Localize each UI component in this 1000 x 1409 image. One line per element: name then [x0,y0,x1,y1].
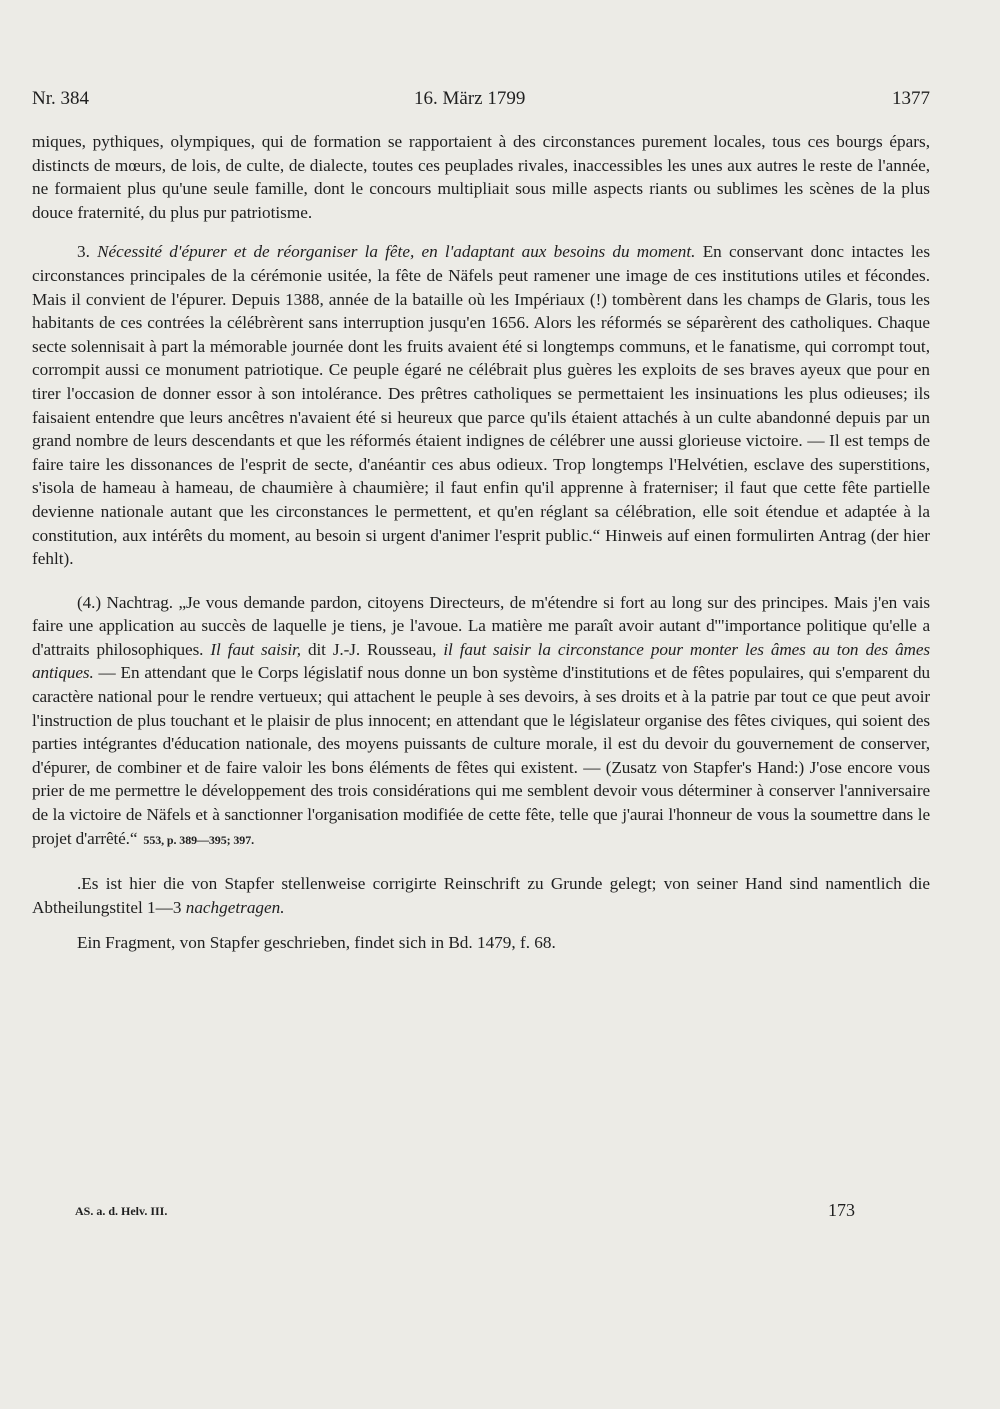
section-text: En conservant donc intactes les circonstances principales de la cérémonie usitée, la fête de Näfels peut ramener une image de ces institutions utiles et fécondes. Mais il convient de l'épurer. Depuis 1388, année de la bataille où les Impériaux (!) tombèrent dans les champs de Glaris, tous les habitants de ces contrées la célébrèrent sans interruption jusqu'en 1656. Alors les réformés se séparèrent des catholiques. Chaque secte solennisait à part la mémorable journée dont les fruits avaient été si longtemps communs, et le fanatisme, qui corrompt tout, corrompit aussi ce monument patriotique. Ce peuple égaré ne célébrait plus guères les exploits de ses braves ayeux que pour en tirer l'occasion de donner essor à son intolérance. Des prêtres catholiques se permettaient les insinuations les plus odieuses; ils faisaient entendre que leurs ancêtres n'avaient été si heureux que parce qu'ils étaient attachés à un culte abandonné depuis par un grand nombre de leurs descendants et que les réformés étaient indignes de célébrer une aussi glorieuse victoire. — Il est temps de faire taire les dissonances de l'esprit de secte, d'anéantir ces abus odieux. Trop longtemps l'Helvétien, esclave des superstitions, s'isola de hameau à hameau, de chaumière à chaumière; il faut enfin qu'il apprenne à fraterniser; il faut que cette fête partielle devienne nationale autant que les circonstances le permettent, et qu'en réglant sa célébration, elle soit étendue et adaptée à la constitution, aux intérêts du moment, au besoin si urgent d'animer l'esprit public.“ [32,242,931,545]
section-title: Nécessité d'épurer et de réorganiser la fête, en l'adaptant aux besoins du moment. [97,242,696,262]
paragraph-editorial-note [32,872,930,919]
source-reference: 553, p. 389—395; 397. [143,832,254,847]
document-date: 16. März 1799 [414,88,526,109]
editorial-note-italic: nachgetragen. [185,897,285,917]
rousseau-quote-2: il faut saisir la circonstance pour monter les âmes au ton des âmes antiques. [32,639,930,683]
body-text [32,130,930,955]
page-number-top: 1377 [892,88,930,109]
paragraph-section-3 [32,240,930,570]
editorial-note-text: .Es ist hier die von Stapfer stellenweise corrigirte Reinschrift zu Grunde gelegt; von seiner Hand sind namentlich die Abtheilungstitel 1—3 [32,874,930,917]
nachtrag-text: — En attendant que le Corps législatif nous donne un bon système d'institutions et de fêtes populaires, qui s'emparent du caractère national pour le rendre vertueux; qui attachent le peuple à ses devoirs, à ses droits et à la patrie par tout ce que peut avoir l'instruction de plus touchant et le plaisir de plus innocent; en attendant que le législateur organise des fêtes civiques, qui soient des parties intégrantes d'éducation nationale, des moyens puissants de culture morale, il est du devoir du gouvernement de conserver, d'épurer, de combiner et de faire valoir les bons éléments de fêtes qui existent. — (Zusatz von Stapfer's Hand:) J'ose encore vous prier de me permettre le développement des trois considérations qui me semblent devoir vous déterminer à conserver l'anniversaire de la victoire de Näfels et à sanctionner l'organisation modifiée de cette fête, telle que j'aurai l'honneur de vous la soumettre dans le projet d'arrêté.“ [32,663,930,848]
rousseau-attribution: dit J.-J. Rousseau, [307,639,437,659]
running-header [32,88,930,116]
paragraph-continuation: miques, pythiques, olympiques, qui de formation se rapportaient à des circonstances purement locales, tous ces bourgs épars, distincts de mœurs, de lois, de culte, de dialecte, toutes ces peuplades rivales, inaccessibles les unes aux autres le reste de l'année, ne formaient plus qu'une seule famille, dont le concours multipliait sous mille aspects riants ou sublimes les scènes de la plus douce fraternité, du plus pur patriotisme. [32,132,930,222]
paragraph-fragment-note: Ein Fragment, von Stapfer geschrieben, findet sich in Bd. 1479, f. 68. [77,933,556,953]
paragraph-nachtrag [32,591,930,853]
section-number: 3. [77,242,90,262]
nachtrag-lead: (4.) Nachtrag. „Je vous demande pardon, citoyens Directeurs, de m'étendre si fort au long sur des principes. Mais j'en vais faire une application au succès de laquelle je tiens, je l'avoue. La matière me paraît avoir autant d'"importance politique qu'elle a d'attraits philosophiques. [32,592,930,659]
page-footer [75,1200,855,1224]
document-number: Nr. 384 [32,88,89,109]
signature-mark: AS. a. d. Helv. III. [75,1204,168,1218]
page-number-bottom: 173 [828,1200,855,1220]
rousseau-quote-1: Il faut saisir, [210,639,301,659]
section-note: Hinweis auf einen formulirten Antrag (der hier fehlt). [32,525,930,569]
